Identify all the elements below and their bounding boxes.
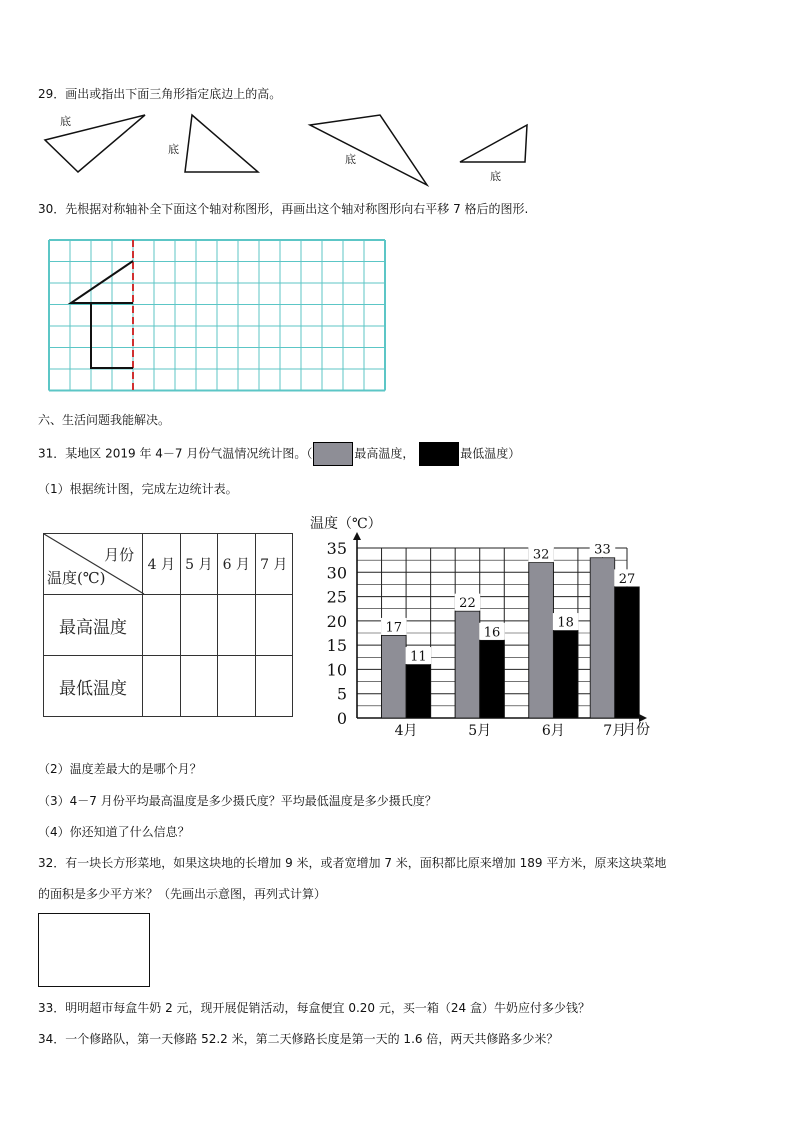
table-corner: [44, 534, 143, 595]
bar-high: [529, 563, 554, 718]
cell-high-6[interactable]: [218, 595, 255, 656]
bar-low: [553, 631, 578, 718]
cell-high-7[interactable]: [255, 595, 293, 656]
data-label-low: 18: [557, 615, 574, 631]
table-month-5: 5 月: [180, 534, 217, 595]
section-six-title: 六、生活问题我能解决。: [38, 413, 171, 427]
x-tick-label: 5月: [468, 723, 492, 739]
question-30: 30．先根据对称轴补全下面这个轴对称图形，再画出这个轴对称图形向右平移 7 格后的图形.: [38, 202, 529, 216]
table-month-7: 7 月: [255, 534, 293, 595]
chart-ylabel: 温度（℃）: [310, 516, 382, 532]
sketch-box[interactable]: [38, 913, 150, 987]
question-34: 34．一个修路队，第一天修路 52.2 米，第二天修路长度是第一天的 1.6 倍，两天共修路多少米？: [38, 1032, 559, 1046]
cell-low-6[interactable]: [218, 656, 255, 717]
cell-low-5[interactable]: [180, 656, 217, 717]
y-tick-label: 10: [326, 660, 347, 680]
x-tick-label: 4月: [394, 723, 418, 739]
temperature-bar-chart: [300, 508, 670, 748]
symmetry-grid: [48, 238, 388, 393]
bar-low: [480, 640, 505, 718]
question-31-text: 31．某地区 2019 年 4－7 月份气温情况统计图。（: [38, 446, 313, 461]
legend-high-swatch: [313, 442, 353, 466]
data-label-high: 22: [459, 596, 476, 612]
data-label-low: 16: [483, 625, 501, 641]
question-32-line2: 的面积是多少平方米？（先画出示意图，再列式计算）: [38, 887, 327, 901]
base-label-4: 底: [490, 170, 501, 183]
data-label-low: 27: [618, 571, 636, 587]
question-29: 29．画出或指出下面三角形指定底边上的高。: [38, 87, 282, 101]
corner-bottom-label: 温度(℃): [47, 569, 106, 587]
row-low-label: 最低温度: [44, 656, 143, 717]
half-figure: [71, 261, 133, 303]
question-31-sub3: （3）4－7 月份平均最高温度是多少摄氏度？平均最低温度是多少摄氏度？: [38, 794, 437, 808]
y-tick-label: 15: [326, 636, 347, 656]
data-label-high: 32: [532, 547, 550, 563]
data-label-high: 33: [594, 542, 611, 558]
bar-high: [382, 635, 407, 718]
question-31-sub1: （1）根据统计图，完成左边统计表。: [38, 482, 238, 496]
x-tick-label: 6月: [541, 723, 565, 739]
bar-low: [615, 587, 640, 718]
data-label-low: 11: [410, 649, 427, 665]
x-tick-label: 7月: [603, 723, 627, 739]
triangle-2: [185, 115, 258, 172]
triangle-3: [310, 115, 427, 185]
legend-low-swatch: [419, 442, 459, 466]
y-tick-label: 25: [326, 587, 347, 607]
chart-xlabel: 月份: [622, 722, 650, 738]
legend-low-label: 最低温度）: [460, 446, 521, 461]
question-31-sub2: （2）温度差最大的是哪个月？: [38, 762, 202, 776]
chart-bars: [382, 541, 640, 718]
table-month-6: 6 月: [218, 534, 255, 595]
legend-high-label: 最高温度，: [354, 446, 415, 461]
x-axis-arrow: [639, 714, 647, 722]
base-label-2: 底: [168, 143, 179, 156]
cell-high-4[interactable]: [143, 595, 180, 656]
y-tick-label: 5: [336, 684, 347, 704]
question-32-line1: 32．有一块长方形菜地，如果这块地的长增加 9 米，或者宽增加 7 米，面积都比原来增加 189 平方米，原来这块菜地: [38, 856, 667, 870]
bar-high: [590, 558, 615, 718]
table-month-4: 4 月: [143, 534, 180, 595]
question-33: 33．明明超市每盒牛奶 2 元，现开展促销活动，每盒便宜 0.20 元，买一箱（24 盒）牛奶应付多少钱？: [38, 1001, 590, 1015]
cell-low-4[interactable]: [143, 656, 180, 717]
corner-top-label: 月份: [104, 546, 135, 564]
question-31-sub4: （4）你还知道了什么信息？: [38, 825, 190, 839]
bar-low: [406, 665, 431, 718]
triangles-figure: [0, 105, 794, 190]
y-axis-arrow: [353, 532, 361, 540]
question-31: [38, 442, 520, 466]
bar-high: [455, 611, 480, 718]
y-tick-label: 0: [336, 709, 347, 728]
row-high-label: 最高温度: [44, 595, 143, 656]
y-tick-label: 20: [326, 611, 347, 631]
y-tick-label: 35: [326, 539, 347, 558]
data-label-high: 17: [385, 620, 403, 636]
base-label-3: 底: [345, 153, 356, 166]
cell-low-7[interactable]: [255, 656, 293, 717]
base-label-1: 底: [60, 115, 71, 128]
cell-high-5[interactable]: [180, 595, 217, 656]
triangle-4: [460, 125, 527, 162]
stats-table: [43, 533, 293, 717]
y-tick-label: 30: [326, 563, 347, 583]
